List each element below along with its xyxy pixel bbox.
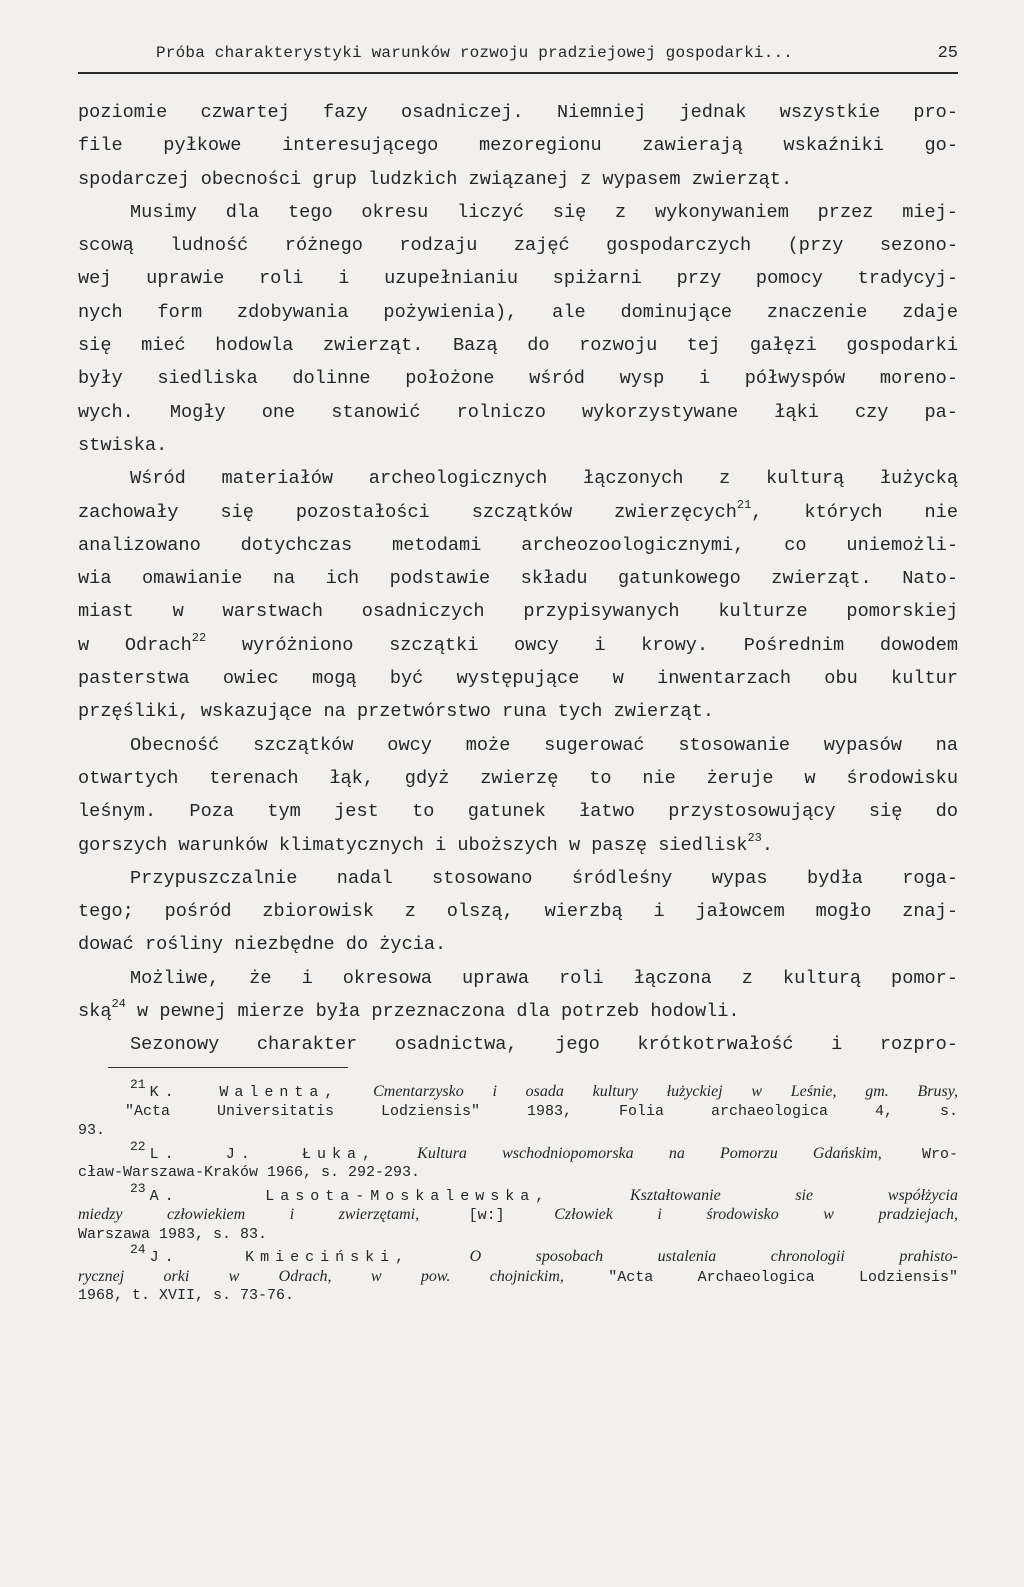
running-header	[78, 44, 958, 74]
body-text	[78, 96, 958, 1062]
footnote-source: Wro-	[881, 1145, 958, 1163]
text-line: tego; pośród zbiorowisk z olszą, wierzbą i jałowcem mogło znaj-	[78, 901, 958, 923]
text-line: spodarczej obecności grup ludzkich związanej z wypasem zwierząt.	[78, 168, 793, 190]
footnote-number: 24	[130, 1242, 146, 1257]
text-line: były siedliska dolinne położone wśród wysp i półwyspów moreno-	[78, 368, 958, 390]
footnote-number: 21	[130, 1077, 146, 1092]
footnote-author: A. Lasota-Moskalewska,	[149, 1187, 551, 1205]
text-line	[78, 829, 958, 862]
running-title: Próba charakterystyki warunków rozwoju pradziejowej gospodarki...	[156, 44, 794, 62]
footnote-line	[78, 1180, 958, 1206]
footnote-line	[78, 1267, 958, 1287]
footnote-title: Kultura wschodniopomorska na Pomorzu Gdańskim,	[417, 1144, 882, 1162]
footnote-source: "Acta Universitatis Lodziensis" 1983, Folia archaeologica 4, s.	[78, 1102, 958, 1120]
footnote-ref-23: 23	[747, 830, 762, 845]
text-span: gorszych warunków klimatycznych i uboższych w paszę siedlisk	[78, 834, 748, 856]
text-line: wej uprawie roli i uzupełnianiu spiżarni przy pomocy tradycyj-	[78, 268, 958, 290]
text-span: w pewnej mierze była przeznaczona dla potrzeb hodowli.	[125, 1001, 740, 1023]
footnote-separator	[108, 1067, 348, 1068]
text-span: .	[761, 834, 774, 856]
page-number: 25	[937, 44, 958, 63]
footnote-line: 93.	[78, 1122, 106, 1139]
text-line: Obecność szczątków owcy może sugerować stosowanie wypasów na	[130, 734, 958, 756]
text-line: się mieć hodowla zwierząt. Bazą do rozwoju tej gałęzi gospodarki	[78, 335, 958, 357]
footnote-title: O sposobach ustalenia chronologii prahisto-	[469, 1248, 958, 1265]
text-span: ską	[78, 1001, 112, 1023]
footnote-line: Warszawa 1983, s. 83.	[78, 1225, 268, 1243]
text-span: , których nie	[751, 501, 958, 523]
footnote-line: 1968, t. XVII, s. 73-76.	[78, 1287, 295, 1304]
text-line: nych form zdobywania pożywienia), ale dominujące znaczenie zdaje	[78, 301, 958, 323]
footnote-line	[78, 1242, 958, 1267]
text-line: przęśliki, wskazujące na przetwórstwo runa tych zwierząt.	[78, 701, 715, 723]
text-line: otwartych terenach łąk, gdyż zwierzę to nie żeruje w środowisku	[78, 767, 958, 789]
footnote-source: "Acta Archaeologica Lodziensis"	[563, 1268, 959, 1286]
text-line: wia omawianie na ich podstawie składu gatunkowego zwierząt. Nato-	[78, 568, 958, 590]
footnote-author: L. J. Łuka,	[149, 1145, 377, 1163]
text-line: Sezonowy charakter osadnictwa, jego krótkotrwałość i rozpro-	[130, 1034, 958, 1056]
footnote-ref-24: 24	[111, 997, 126, 1012]
footnote-number: 22	[130, 1138, 146, 1154]
footnotes	[78, 1077, 959, 1309]
text-line: wych. Mogły one stanowić rolniczo wykorzystywane łąki czy pa-	[78, 401, 958, 423]
footnote-22	[78, 1138, 958, 1183]
text-line	[78, 995, 958, 1028]
text-line: scową ludność różnego rodzaju zajęć gospodarczych (przy sezono-	[78, 235, 958, 257]
footnote-line	[78, 1138, 958, 1164]
text-line: dować rośliny niezbędne do życia.	[78, 934, 447, 956]
text-line: Wśród materiałów archeologicznych łączonych z kulturą łużycką	[130, 468, 958, 490]
footnote-line: cław-Warszawa-Kraków 1966, s. 292-293.	[78, 1164, 421, 1181]
footnote-number: 23	[130, 1180, 146, 1196]
footnote-23	[78, 1180, 958, 1245]
text-span: zachowały się pozostałości szczątków zwierzęcych	[78, 501, 737, 523]
footnote-title: rycznej orki w Odrach, w pow. chojnickim,	[78, 1267, 564, 1285]
footnote-ref-22: 22	[191, 630, 207, 645]
text-line: Przypuszczalnie nadal stosowano śródleśny wypas bydła roga-	[130, 867, 958, 889]
text-span: wyróżniono szczątki owcy i krowy. Pośrednim dowodem	[206, 634, 958, 656]
text-line: leśnym. Poza tym jest to gatunek łatwo przystosowujący się do	[78, 801, 958, 823]
footnote-title: Człowiek i środowisko w pradziejach,	[554, 1206, 958, 1223]
text-line: Możliwe, że i okresowa uprawa roli łączona z kulturą pomor-	[130, 967, 958, 989]
text-line: stwiska.	[78, 434, 168, 456]
text-line: Musimy dla tego okresu liczyć się z wykonywaniem przez miej-	[130, 201, 958, 223]
footnote-title: Kształtowanie sie współżycia	[629, 1186, 958, 1204]
footnote-author: J. Kmieciński,	[149, 1249, 411, 1266]
text-line	[78, 629, 958, 662]
footnote-title: miedzy człowiekiem i zwierzętami,	[78, 1206, 420, 1223]
footnote-24	[78, 1242, 959, 1306]
text-line: poziomie czwartej fazy osadniczej. Niemniej jednak wszystkie pro-	[78, 102, 958, 123]
text-line	[78, 496, 958, 529]
text-span: w Odrach	[78, 634, 192, 656]
footnote-21	[78, 1077, 958, 1141]
footnote-title: Cmentarzysko i osada kultury łużyckiej w Leśnie, gm. Brusy,	[373, 1083, 958, 1100]
footnote-line	[78, 1205, 958, 1225]
text-line: pasterstwa owiec mogą być występujące w inwentarzach obu kultur	[78, 668, 958, 690]
text-line: file pyłkowe interesującego mezoregionu zawierają wskaźniki go-	[78, 135, 958, 157]
footnote-source: [w:]	[419, 1207, 555, 1224]
footnote-author: K. Walenta,	[149, 1084, 340, 1101]
text-line: miast w warstwach osadniczych przypisywanych kulturze pomorskiej	[78, 601, 958, 623]
text-line: analizowano dotychczas metodami archeozoologicznymi, co uniemożli-	[78, 534, 958, 556]
footnote-line	[78, 1102, 958, 1122]
footnote-line	[78, 1077, 958, 1102]
footnote-ref-21: 21	[736, 497, 752, 512]
